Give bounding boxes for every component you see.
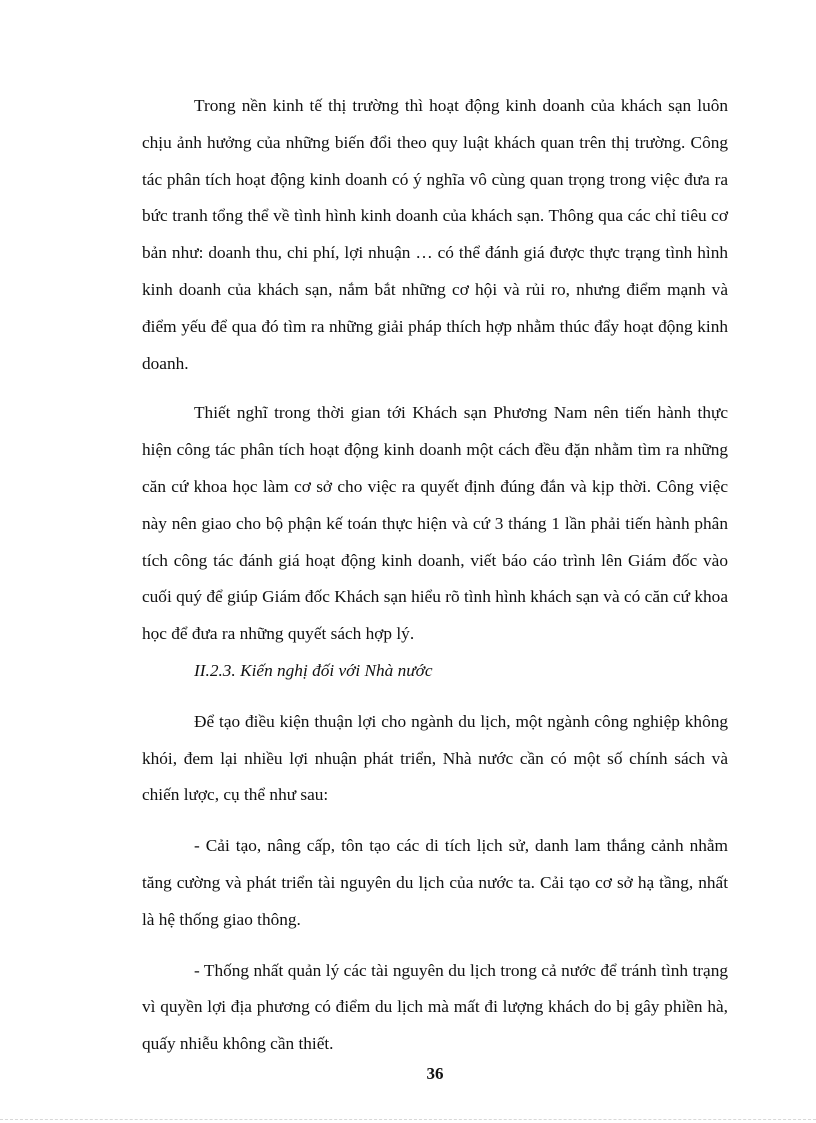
section-heading: II.2.3. Kiến nghị đối với Nhà nước — [194, 660, 433, 680]
list-item-unified-management: - Thống nhất quản lý các tài nguyên du lịch trong cả nước để tránh tình trạng vì quyền lợi địa phương có điểm du lịch mà mất đi lượng khách do bị gây phiền hà, quấy nhiễu không cần thiết. — [142, 960, 728, 1054]
paragraph-hotel-recommendation: Thiết nghĩ trong thời gian tới Khách sạn Phương Nam nên tiến hành thực hiện công tác phân tích hoạt động kinh doanh một cách đều đặn nhằm tìm ra những căn cứ khoa học làm cơ sở cho việc ra quyết định đúng đắn và kịp thời. Công việc này nên giao cho bộ phận kế toán thực hiện và cứ 3 tháng 1 lần phải tiến hành phân tích công tác đánh giá hoạt động kinh doanh, viết báo cáo trình lên Giám đốc vào cuối quý để giúp Giám đốc Khách sạn hiểu rõ tình hình khách sạn và có căn cứ khoa học để đưa ra những quyết sách hợp lý. — [142, 403, 728, 644]
paragraph-market-analysis: Trong nền kinh tế thị trường thì hoạt động kinh doanh của khách sạn luôn chịu ảnh hưởng của những biến đổi theo quy luật khách quan trên thị trường. Công tác phân tích hoạt động kinh doanh có ý nghĩa vô cùng quan trọng trong việc đưa ra bức tranh tổng thể về tình hình kinh doanh của khách sạn. Thông qua các chỉ tiêu cơ bản như: doanh thu, chi phí, lợi nhuận … có thể đánh giá được thực trạng tình hình kinh doanh của khách sạn, nắm bắt những cơ hội và rủi ro, nhưng điểm mạnh và điểm yếu để qua đó tìm ra những giải pháp thích hợp nhằm thúc đẩy hoạt động kinh doanh. — [142, 96, 728, 373]
page-bottom-divider — [0, 1119, 816, 1120]
document-body — [142, 88, 728, 1063]
list-item-renovation: - Cải tạo, nâng cấp, tôn tạo các di tích lịch sử, danh lam thắng cảnh nhằm tăng cường và phát triển tài nguyên du lịch của nước ta. Cải tạo cơ sở hạ tầng, nhất là hệ thống giao thông. — [142, 836, 728, 929]
paragraph-state-policy-intro: Để tạo điều kiện thuận lợi cho ngành du lịch, một ngành công nghiệp không khói, đem lại nhiều lợi nhuận phát triển, Nhà nước cần có một số chính sách và chiến lược, cụ thể như sau: — [142, 711, 728, 805]
page-number: 36 — [426, 1064, 444, 1083]
